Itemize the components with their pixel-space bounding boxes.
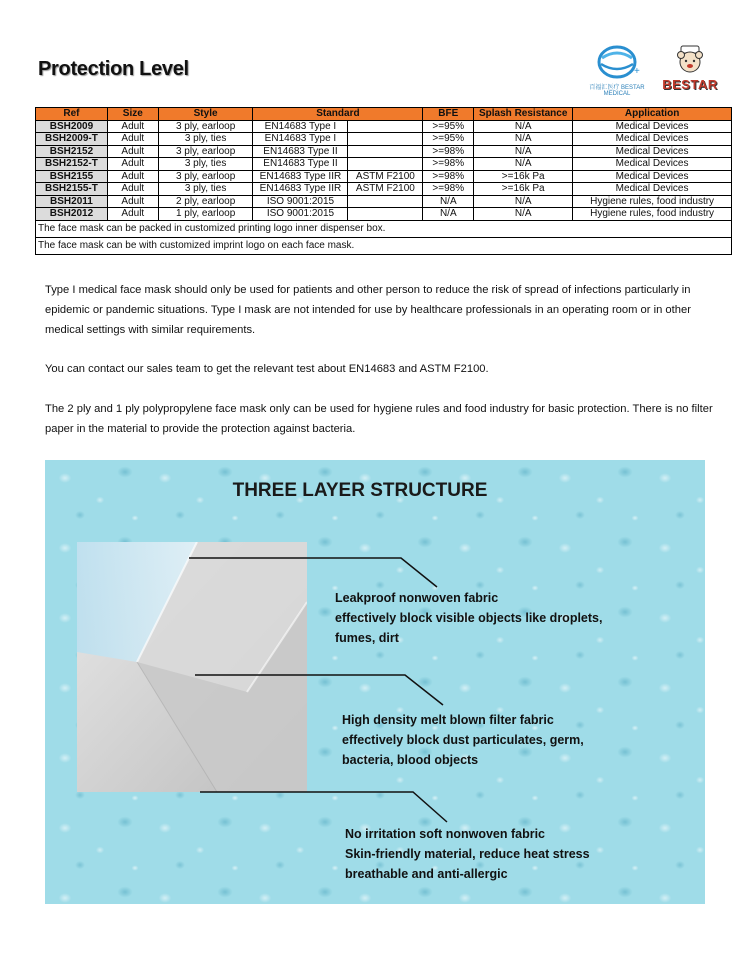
cell-application: Medical Devices <box>573 158 732 171</box>
table-row <box>36 208 732 221</box>
cell-application: Medical Devices <box>573 120 732 133</box>
bestar-medical-logo <box>588 44 646 97</box>
cell-size: Adult <box>107 133 158 146</box>
header-application: Application <box>573 108 732 121</box>
cell-application: Medical Devices <box>573 133 732 146</box>
bestar-bear-logo <box>662 44 718 94</box>
cell-bfe: >=98% <box>423 183 474 196</box>
cell-bfe: N/A <box>423 208 474 221</box>
cell-application: Hygiene rules, food industry <box>573 208 732 221</box>
cell-style: 3 ply, earloop <box>158 170 253 183</box>
cell-standard: EN14683 Type IIR <box>253 183 348 196</box>
page-title: Protection Level <box>38 58 189 80</box>
table-row <box>36 195 732 208</box>
table-note-row <box>36 220 732 237</box>
cell-standard-2 <box>348 195 423 208</box>
cell-size: Adult <box>107 158 158 171</box>
cell-standard-2 <box>348 208 423 221</box>
layer-inner-line3: breathable and anti-allergic <box>345 867 508 881</box>
cell-size: Adult <box>107 120 158 133</box>
cell-application: Medical Devices <box>573 145 732 158</box>
header-bfe: BFE <box>423 108 474 121</box>
cell-splash: N/A <box>474 158 573 171</box>
cell-application: Medical Devices <box>573 183 732 196</box>
logo1-caption: 百福汇医疗 BESTAR MEDICAL <box>589 85 645 97</box>
layer-inner-line2: Skin-friendly material, reduce heat stress <box>345 847 590 861</box>
cell-size: Adult <box>107 195 158 208</box>
note-packing: The face mask can be packed in customized printing logo inner dispenser box. <box>36 220 732 237</box>
cell-standard: ISO 9001:2015 <box>253 208 348 221</box>
cell-style: 3 ply, ties <box>158 158 253 171</box>
cell-standard-2: ASTM F2100 <box>348 170 423 183</box>
header-splash: Splash Resistance <box>474 108 573 121</box>
cell-ref: BSH2009 <box>36 120 108 133</box>
cell-splash: N/A <box>474 195 573 208</box>
protection-level-table <box>35 107 732 255</box>
layer-middle-line2: effectively block dust particulates, germ, <box>342 733 584 747</box>
paragraph-contact-sales: You can contact our sales team to get the relevant test about EN14683 and ASTM F2100. <box>45 363 489 375</box>
layer-outer-line2: effectively block visible objects like droplets, <box>335 611 603 625</box>
cell-standard: EN14683 Type IIR <box>253 170 348 183</box>
layer-inner-name: No irritation soft nonwoven fabric <box>345 827 546 841</box>
cell-standard-2 <box>348 158 423 171</box>
cell-size: Adult <box>107 170 158 183</box>
header-style: Style <box>158 108 253 121</box>
cell-standard-2: ASTM F2100 <box>348 183 423 196</box>
cell-standard-2 <box>348 145 423 158</box>
structure-title: THREE LAYER STRUCTURE <box>232 480 488 501</box>
cell-style: 3 ply, ties <box>158 183 253 196</box>
table-header-row <box>36 108 732 121</box>
cell-splash: N/A <box>474 208 573 221</box>
cell-style: 2 ply, earloop <box>158 195 253 208</box>
cell-standard: EN14683 Type II <box>253 145 348 158</box>
table-note-row <box>36 237 732 254</box>
cell-style: 3 ply, earloop <box>158 145 253 158</box>
cell-size: Adult <box>107 183 158 196</box>
cell-ref: BSH2155-T <box>36 183 108 196</box>
cell-ref: BSH2011 <box>36 195 108 208</box>
cell-style: 1 ply, earloop <box>158 208 253 221</box>
cell-style: 3 ply, ties <box>158 133 253 146</box>
cell-bfe: >=95% <box>423 120 474 133</box>
table-row <box>36 158 732 171</box>
cell-ref: BSH2012 <box>36 208 108 221</box>
cell-standard: ISO 9001:2015 <box>253 195 348 208</box>
cell-ref: BSH2152 <box>36 145 108 158</box>
layer-middle-name: High density melt blown filter fabric <box>342 713 554 727</box>
layer-inner-description <box>345 824 590 884</box>
cell-bfe: >=98% <box>423 158 474 171</box>
header-size: Size <box>107 108 158 121</box>
paragraph-2ply-1ply: The 2 ply and 1 ply polypropylene face mask only can be used for hygiene rules and food industry for basic protection. There is no filter paper in the material to provide the protection against bacteria. <box>45 403 713 435</box>
cell-standard: EN14683 Type I <box>253 133 348 146</box>
cell-splash: >=16k Pa <box>474 170 573 183</box>
layer-middle-description <box>342 710 584 770</box>
layer-outer-line3: fumes, dirt <box>335 631 399 645</box>
cell-standard: EN14683 Type II <box>253 158 348 171</box>
three-layer-structure-panel <box>45 460 705 904</box>
layer-middle-line3: bacteria, blood objects <box>342 753 479 767</box>
svg-text:+: + <box>634 66 640 77</box>
header-ref: Ref <box>36 108 108 121</box>
layer-outer-name: Leakproof nonwoven fabric <box>335 591 499 605</box>
header-standard: Standard <box>253 108 423 121</box>
cell-standard-2 <box>348 133 423 146</box>
cell-application: Medical Devices <box>573 170 732 183</box>
layer-outer-description <box>335 588 602 648</box>
cell-standard: EN14683 Type I <box>253 120 348 133</box>
table-row <box>36 170 732 183</box>
cell-ref: BSH2152-T <box>36 158 108 171</box>
note-imprint: The face mask can be with customized imprint logo on each face mask. <box>36 237 732 254</box>
cell-bfe: >=98% <box>423 145 474 158</box>
cell-bfe: N/A <box>423 195 474 208</box>
table-row <box>36 145 732 158</box>
logo2-wordmark: BESTAR <box>662 77 718 92</box>
cell-splash: N/A <box>474 133 573 146</box>
cell-splash: N/A <box>474 145 573 158</box>
table-row <box>36 183 732 196</box>
cell-ref: BSH2155 <box>36 170 108 183</box>
cell-size: Adult <box>107 208 158 221</box>
table-row <box>36 133 732 146</box>
cell-standard-2 <box>348 120 423 133</box>
table-row <box>36 120 732 133</box>
cell-bfe: >=95% <box>423 133 474 146</box>
cell-style: 3 ply, earloop <box>158 120 253 133</box>
cell-splash: >=16k Pa <box>474 183 573 196</box>
cell-size: Adult <box>107 145 158 158</box>
cell-application: Hygiene rules, food industry <box>573 195 732 208</box>
paragraph-type-i-usage: Type I medical face mask should only be used for patients and other person to reduce the risk of spread of infections particularly in epidemic or pandemic situations. Type I mask are not intended for use by healthcare professionals in an operating room or in other medical settings with similar requirements. <box>45 284 691 336</box>
cell-bfe: >=98% <box>423 170 474 183</box>
cell-splash: N/A <box>474 120 573 133</box>
cell-ref: BSH2009-T <box>36 133 108 146</box>
